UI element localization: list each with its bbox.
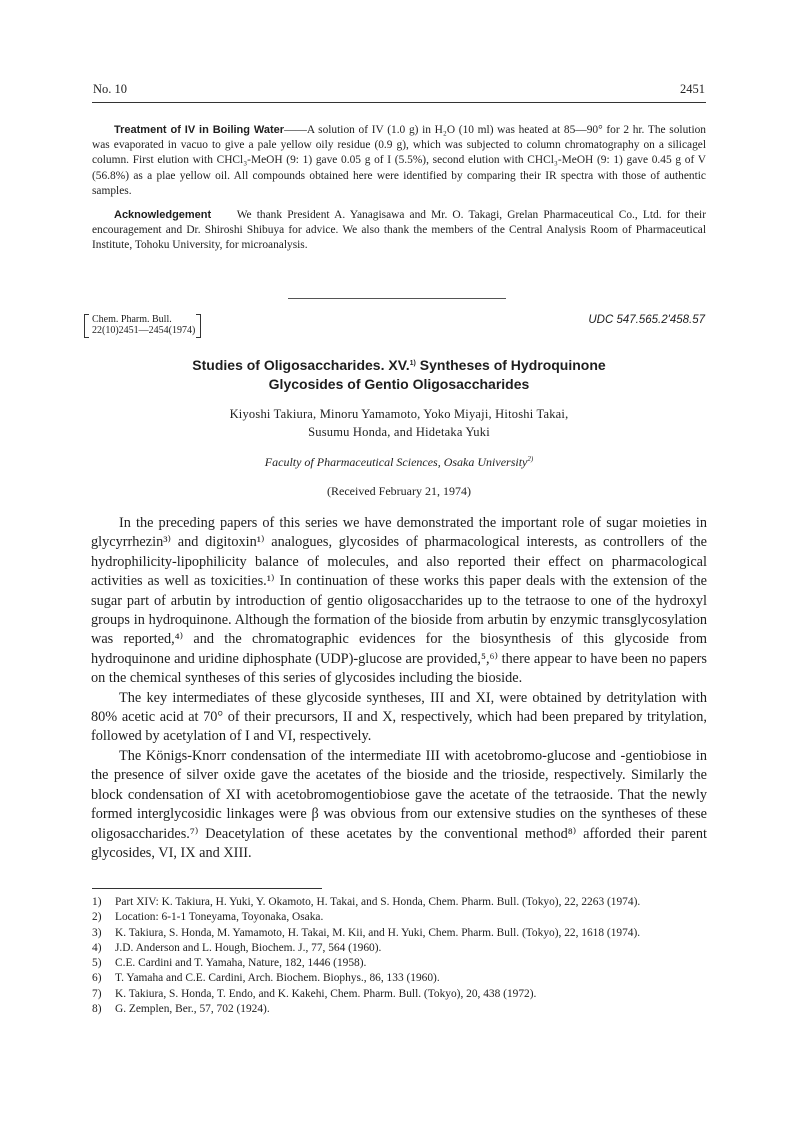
author-list xyxy=(92,405,706,441)
title-footnote-ref: 1) xyxy=(409,360,416,367)
authors-line2: Susumu Honda, and Hidetaka Yuki xyxy=(308,425,490,439)
body-paragraph-1: In the preceding papers of this series we have demonstrated the important role of sugar moieties in glycyrrhezin³⁾ and digitoxin¹⁾ analogues, glycosides of pharmacological interests, as controllers of the hydrophilicity-lipophilicity balance of molecules, and also reported their effect on pharmacological activities as well as toxicities.¹⁾ In continuation of these works this paper deals with the extension of the sugar part of arbutin by introduction of gentio oligosaccharides up to the tetraose to one of the hydroxyl groups in hydroquinone. Although the formation of the bioside from arbutin by enzymic transglycosylation was reported,⁴⁾ and the chromatographic evidences for the biosynthesis of this glycoside from hydroquinone and uridine diphosphate (UDP)-glucose are provided,⁵,⁶⁾ there appear to have been no papers on the chemical syntheses of this series of glycosides including the bioside. xyxy=(91,515,707,687)
affiliation-footnote-ref: 2) xyxy=(527,455,534,463)
footnote-item: 8) G. Zemplen, Ber., 57, 702 (1924). xyxy=(92,1003,270,1016)
treatment-heading: Treatment of IV in Boiling Water xyxy=(114,124,285,136)
received-date: (Received February 21, 1974) xyxy=(327,484,471,498)
title-line1: Studies of Oligosaccharides. XV. xyxy=(192,357,410,373)
acknowledgement-paragraph xyxy=(92,208,706,254)
footnote-rule xyxy=(92,888,322,889)
journal-issue: No. 10 xyxy=(93,82,128,96)
body-paragraph-2: The key intermediates of these glycoside syntheses, III and XI, were obtained by detritylation with 80% acetic acid at 70° of their precursors, II and X, respectively, which had been prepared by tritylation, followed by acetylation of I and VI, respectively. xyxy=(91,689,707,745)
footnotes xyxy=(92,895,708,1017)
page-number: 2451 xyxy=(680,82,705,96)
udc-code: UDC 547.565.2'458.57 xyxy=(588,314,705,326)
journal-citation xyxy=(90,314,195,336)
footnote-item: 4) J.D. Anderson and L. Hough, Biochem. J., 77, 564 (1960). xyxy=(92,941,382,954)
title-line1-rest: Syntheses of Hydroquinone xyxy=(415,357,606,373)
treatment-paragraph xyxy=(92,123,706,199)
footnote-item: 6) T. Yamaha and C.E. Cardini, Arch. Biochem. Biophys., 86, 133 (1960). xyxy=(92,972,440,985)
treatment-text: ——A solution of IV (1.0 g) in H₂O (10 ml) was heated at 85—90° for 2 hr. The solution was evaporated in vacuo to give a pale yellow oily residue (0.9 g), which was subjected to column chromatography on a silicagel column. First elution with CHCl₃-MeOH (9: 1) gave 0.05 g of I (5.5%), second elution with CHCl₃-MeOH (9: 1) gave 0.45 g of V (56.8%) as a plae yellow oil. All compounds obtained here were identified by comparing their IR spectra with those of authentic samples. xyxy=(92,124,707,197)
acknowledgement-heading: Acknowledgement xyxy=(114,209,212,221)
acknowledgement-text: We thank President A. Yanagisawa and Mr. O. Takagi, Grelan Pharmaceutical Co., Ltd. for their encouragement and Dr. Shiroshi Shibuya for advice. We also thank the members of the Central Analysis Room of Pharmaceutical Institute, Tohoku University, for microanalysis. xyxy=(92,209,706,252)
footnote-item: 7) K. Takiura, S. Honda, T. Endo, and K. Kakehi, Chem. Pharm. Bull. (Tokyo), 20, 438 (1972). xyxy=(92,987,537,1000)
header-rule xyxy=(92,102,706,103)
citation-journal: Chem. Pharm. Bull. xyxy=(92,314,172,325)
section-separator xyxy=(288,298,506,299)
footnote-item: 5) C.E. Cardini and T. Yamaha, Nature, 182, 1446 (1958). xyxy=(92,957,367,970)
authors-line1: Kiyoshi Takiura, Minoru Yamamoto, Yoko Miyaji, Hitoshi Takai, xyxy=(229,407,569,421)
affiliation xyxy=(92,455,706,470)
article-title xyxy=(92,356,706,394)
footnote-item: 1) Part XIV: K. Takiura, H. Yuki, Y. Okamoto, H. Takai, and S. Honda, Chem. Pharm. Bull. (Tokyo), 22, 2263 (1974). xyxy=(92,896,641,908)
footnote-item: 2) Location: 6-1-1 Toneyama, Toyonaka, Osaka. xyxy=(92,911,324,924)
citation-volume: 22(10)2451—2454(1974) xyxy=(92,325,196,336)
title-line2: Glycosides of Gentio Oligosaccharides xyxy=(268,376,530,392)
article-body xyxy=(91,514,707,863)
body-paragraph-3: The Königs-Knorr condensation of the intermediate III with acetobromo-glucose and -gentiobiose in the presence of silver oxide gave the acetates of the bioside and the trioside, respectively. Similarly the block condensation of XI with acetobromogentiobiose gave the acetate of the tetraoside. That the newly formed interglycosidic linkages were β was obvious from our extensive studies on the syntheses of these oligosaccharides.⁷⁾ Deacetylation of these acetates by the conventional method⁸⁾ afforded their parent glycosides, VI, IX and XIII. xyxy=(91,747,707,861)
footnote-item: 3) K. Takiura, S. Honda, M. Yamamoto, H. Takai, M. Kii, and H. Yuki, Chem. Pharm. Bull. (Tokyo), 22, 1618 (1974). xyxy=(92,926,641,939)
affiliation-text: Faculty of Pharmaceutical Sciences, Osaka University xyxy=(264,455,528,469)
